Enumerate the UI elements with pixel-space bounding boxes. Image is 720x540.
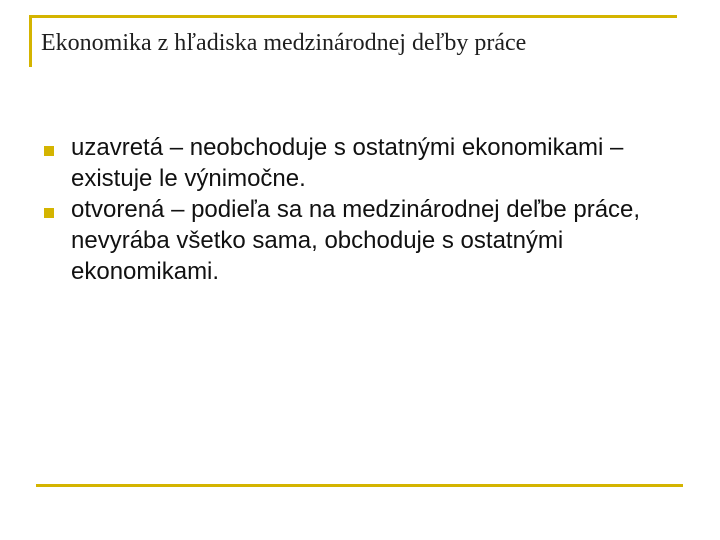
bullet-list [42,132,642,287]
title-accent-left-rule [29,15,32,67]
bullet-text: otvorená – podieľa sa na medzinárodnej deľbe práce, nevyrába všetko sama, obchoduje s ostatnými ekonomikami. [71,196,641,285]
bullet-item [42,132,642,194]
title-accent-top-rule [29,15,677,18]
square-bullet-icon [44,146,54,156]
bullet-item [42,194,642,287]
footer-rule [36,484,683,487]
square-bullet-icon [44,208,54,218]
slide-title: Ekonomika z hľadiska medzinárodnej deľby práce [41,30,527,56]
bullet-text: uzavretá – neobchoduje s ostatnými ekonomikami – existuje le výnimočne. [71,134,624,192]
